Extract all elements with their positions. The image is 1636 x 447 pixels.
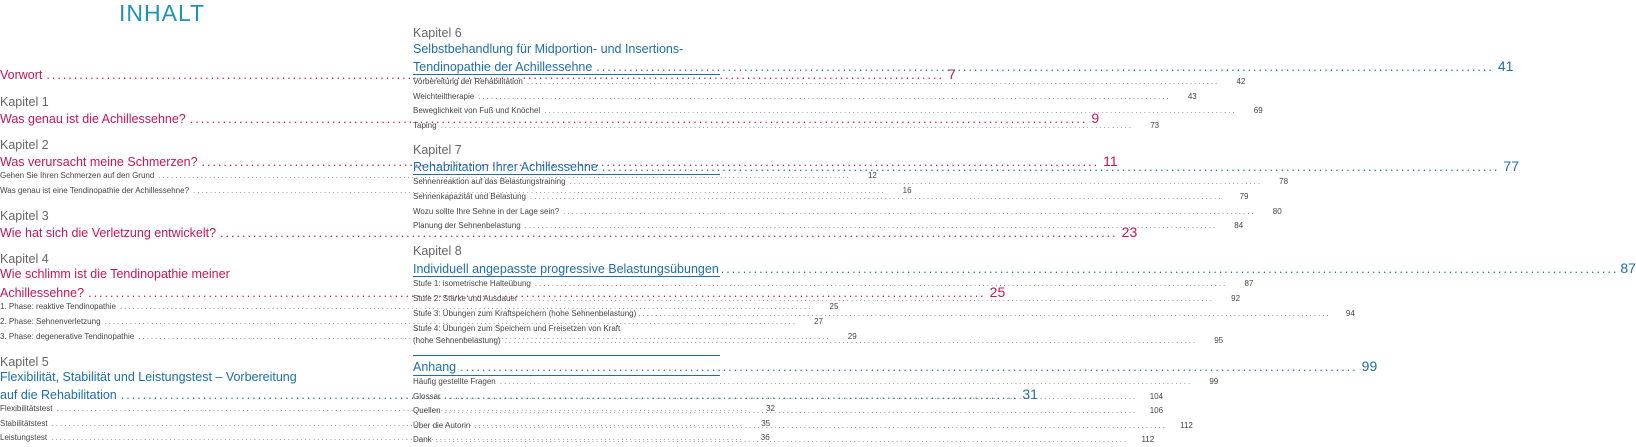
page-number: 78: [1279, 177, 1289, 186]
leader-dots: [474, 421, 1167, 430]
toc-subentry[interactable]: [413, 106, 1263, 115]
leader-dots: [530, 192, 1223, 201]
entry-title: Sehnenreaktion auf das Belastungstraining: [413, 177, 566, 186]
toc-subentry[interactable]: [0, 317, 824, 326]
page-number: 25: [989, 284, 1006, 300]
page-number: 36: [760, 433, 770, 442]
page-number: 16: [902, 186, 912, 195]
leader-dots: [535, 279, 1228, 288]
page-number: 77: [1503, 158, 1519, 174]
entry-title: Quellen: [413, 406, 441, 415]
chapter-underline: [413, 174, 720, 175]
entry-title: Dank: [413, 435, 432, 444]
page-number: 27: [814, 317, 824, 326]
entry-title-line1[interactable]: Selbstbehandlung für Midportion- und Insertions-: [413, 42, 684, 56]
leader-dots: [721, 262, 1619, 276]
toc-subentry[interactable]: [413, 309, 1355, 318]
entry-title: Stufe 1: isometrische Halteübung: [413, 279, 531, 288]
leader-dots: [478, 92, 1171, 101]
entry-title-line1[interactable]: Stufe 4: Übungen zum Speichern und Freisetzen von Kraft: [413, 324, 621, 333]
chapter-label: Kapitel 8: [413, 244, 462, 258]
page-number: 87: [1244, 279, 1254, 288]
entry-title: Flexibilitätstest: [0, 404, 53, 413]
page-number: 106: [1149, 406, 1164, 415]
page-number: 95: [1214, 336, 1224, 345]
toc-subentry[interactable]: [413, 279, 1254, 288]
page-number: 80: [1272, 207, 1282, 216]
entry-title: 1. Phase: reaktive Tendinopathie: [0, 302, 116, 311]
leader-dots: [441, 121, 1134, 130]
entry-title: Häufig gestellte Fragen: [413, 377, 496, 386]
entry-title: 3. Phase: degenerative Tendinopathie: [0, 332, 135, 341]
page-number: 41: [1497, 58, 1514, 74]
page-number: 29: [847, 332, 857, 341]
page-number: 31: [1022, 386, 1038, 402]
entry-title: Stufe 2: Stärke und Ausdauer: [413, 294, 518, 303]
chapter-label: Kapitel 1: [0, 95, 49, 109]
page-number: 73: [1150, 121, 1160, 130]
page-number: 12: [867, 171, 877, 180]
toc-subentry[interactable]: [413, 294, 1241, 303]
entry-title: Stabilitätstest: [0, 419, 48, 428]
entry-title: Anhang: [413, 360, 457, 374]
entry-title: Glossar: [413, 392, 441, 401]
entry-title: Über die Autorin: [413, 421, 471, 430]
chapter-label: Kapitel 6: [413, 26, 462, 40]
toc-subentry[interactable]: [413, 121, 1160, 130]
entry-title: Gehen Sie Ihren Schmerzen auf den Grund: [0, 171, 155, 180]
entry-title: Was verursacht meine Schmerzen?: [0, 155, 198, 169]
leader-dots: [460, 360, 1358, 374]
page-number: 104: [1149, 392, 1164, 401]
chapter-label: Kapitel 3: [0, 209, 49, 223]
entry-title: Was genau ist eine Tendinopathie der Achillessehne?: [0, 186, 190, 195]
leader-dots: [522, 294, 1215, 303]
entry-title: Vorbereitung der Rehabilitation: [413, 77, 523, 86]
toc-subentry[interactable]: [413, 92, 1197, 101]
leader-dots: [436, 435, 1129, 444]
page-number: 99: [1361, 358, 1378, 374]
entry-title: Planung der Sehnenbelastung: [413, 221, 521, 230]
entry-title: Taping: [413, 121, 437, 130]
chapter-label: Kapitel 5: [0, 355, 49, 369]
leader-dots: [445, 392, 1138, 401]
entry-title: Individuell angepasste progressive Belastungsübungen: [413, 262, 719, 276]
entry-title-line1[interactable]: Wie schlimm ist die Tendinopathie meiner: [0, 267, 230, 281]
toc-subentry[interactable]: [413, 192, 1249, 201]
page-number: 84: [1234, 221, 1244, 230]
section-divider: [413, 355, 720, 356]
page-number: 23: [1121, 224, 1138, 240]
chapter-label: Kapitel 7: [413, 143, 462, 157]
page-number: 7: [947, 66, 956, 82]
entry-title: Wie hat sich die Verletzung entwickelt?: [0, 226, 217, 240]
entry-title: Was genau ist die Achillessehne?: [0, 112, 186, 126]
toc-entry-anhang[interactable]: [413, 358, 1378, 374]
leader-dots: [638, 309, 1331, 318]
page-number: 87: [1620, 260, 1636, 276]
toc-subentry[interactable]: [0, 186, 912, 195]
leader-dots: [602, 160, 1500, 174]
leader-dots: [570, 177, 1263, 186]
leader-dots: [596, 60, 1494, 74]
leader-dots: [525, 221, 1218, 230]
entry-title: Rehabilitation Ihrer Achillessehne: [413, 160, 598, 174]
page-number: 112: [1141, 435, 1155, 444]
page-number: 94: [1345, 309, 1355, 318]
toc-entry-kapitel-8[interactable]: [413, 260, 1636, 276]
toc-subentry[interactable]: [413, 207, 1282, 216]
toc-entry-kapitel-6[interactable]: [413, 58, 1514, 74]
page-number: 43: [1187, 92, 1197, 101]
leader-dots: [505, 336, 1198, 345]
leader-dots: [563, 207, 1256, 216]
page-title: INHALT: [119, 0, 206, 26]
chapter-label: Kapitel 2: [0, 138, 49, 152]
toc-subentry[interactable]: [0, 302, 839, 311]
toc-subentry[interactable]: [413, 77, 1246, 86]
entry-title: (hohe Sehnenbelastung): [413, 336, 501, 345]
entry-title: Weichteiltherapie: [413, 92, 475, 101]
page-number: 9: [1091, 110, 1100, 126]
entry-title: Stufe 3: Übungen zum Kraftspeichern (hohe Sehnenbelastung): [413, 309, 637, 318]
page-number: 35: [761, 419, 771, 428]
chapter-label: Kapitel 4: [0, 252, 49, 266]
leader-dots: [445, 406, 1138, 415]
toc-subentry[interactable]: [413, 177, 1289, 186]
page-number: 11: [1103, 153, 1118, 169]
entry-title: Wozu sollte Ihre Sehne in der Lage sein?: [413, 207, 560, 216]
entry-title: Sehnenkapazität und Belastung: [413, 192, 526, 201]
leader-dots: [527, 77, 1220, 86]
page-number: 25: [829, 302, 839, 311]
entry-title: auf die Rehabilitation: [0, 388, 117, 402]
entry-title-line1[interactable]: Flexibilität, Stabilität und Leistungstest – Vorbereitung: [0, 370, 297, 384]
entry-title: Leistungstest: [0, 433, 48, 442]
toc-subentry[interactable]: [413, 377, 1219, 386]
page-number: 69: [1253, 106, 1263, 115]
page-number: 112: [1180, 421, 1193, 430]
page-number: 42: [1236, 77, 1246, 86]
page-number: 99: [1209, 377, 1219, 386]
toc-subentry[interactable]: [0, 171, 877, 180]
leader-dots: [544, 106, 1237, 115]
chapter-underline: [413, 74, 720, 75]
page-number: 92: [1231, 294, 1241, 303]
entry-title: Achillessehne?: [0, 286, 85, 300]
chapter-underline: [413, 276, 720, 277]
entry-title: Vorwort: [0, 68, 43, 82]
toc-subentry[interactable]: [413, 221, 1244, 230]
leader-dots: [500, 377, 1193, 386]
entry-title: 2. Phase: Sehnenverletzung: [0, 317, 101, 326]
page-number: 32: [766, 404, 775, 413]
page-number: 79: [1239, 192, 1249, 201]
entry-title: Tendinopathie der Achillessehne: [413, 60, 593, 74]
entry-title: Beweglichkeit von Fuß und Knöchel: [413, 106, 541, 115]
chapter-underline: [413, 375, 720, 376]
